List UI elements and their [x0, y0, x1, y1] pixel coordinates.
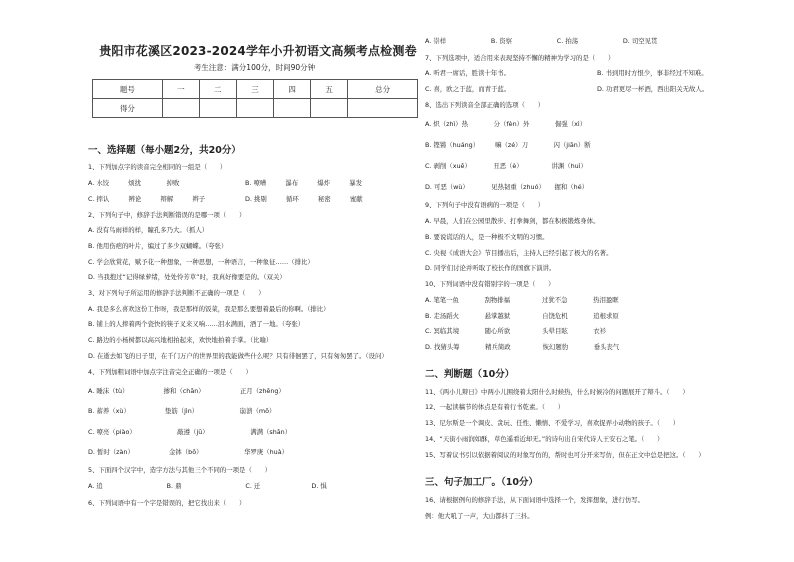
question-line: 5、下面四个汉字中，造字方法与其他三个不同的一项是（ ）	[88, 466, 272, 474]
question-line: A. 炽（zhì）热 分（fèn）外 倔强（xì）	[425, 120, 587, 128]
question-line: C. 剥削（xuē） 丑恶（è） 讲渊（huì）	[425, 162, 587, 170]
score-input-cell[interactable]	[348, 99, 418, 118]
question-line: A. 笔笔一鱼 刮物排福 过犹不急 热泪盈眶	[425, 296, 619, 304]
question-line: 9、下列句子中没有语病的一项是（ ）	[425, 201, 545, 209]
question-line: A. 追 B. 鼎 C. 迁 D. 惧	[88, 482, 327, 490]
question-line: C. 冥临其境 随心所欲 头晕目眩 衣衫	[425, 327, 607, 335]
question-line: C. 喜，欧之于蓝，而青于蓝。	[425, 85, 511, 93]
section-heading: 二、判断题（10分）	[425, 369, 515, 380]
question-line: D. 当我抱过“记得绿萝绪，处处怜芳草”时，我真好像要是的。（双关）	[88, 273, 286, 281]
question-line: 8、选出下列读音全部正确的选项（ ）	[425, 101, 545, 109]
question-line: B. 走汤蹈火 悬掌越狱 自饶危机 追根求原	[425, 312, 619, 320]
score-header-row	[93, 80, 418, 99]
question-line: 7、下列选项中，适合用来表现坚持不懈的精神为学习的是（ ）	[425, 54, 615, 62]
score-input-cell[interactable]	[311, 99, 348, 118]
question-line: C. 嘹亮（piào） 敲遵（jū） 满满（shān）	[88, 428, 292, 436]
question-line: D. 找猜头筹 精兵简政 恢幻题豹 垂头丧气	[425, 343, 620, 351]
question-line: D. 暂时（zàn） 金钵（bō） 华罗庚（huà）	[88, 448, 289, 456]
question-line: 4、下列加粗词语中加点字注音完全正确的一项是（ ）	[88, 368, 252, 376]
question-line: C. 摔认 辨论 辩解 辫子	[88, 195, 206, 203]
question-line: D. 在逝去如飞的日子里，在千门万户的世界里的我能做些什么呢？只有徘徊罢了，只有匆匆罢了。（设问）	[88, 352, 388, 360]
question-line: A. 我是多么喜欢这份工作呀，我是那样的饭菜，我是那么要想着最后的你啊。（排比）	[88, 305, 330, 313]
question-line: B. 书到用时方恨少，事非经过不知难。	[597, 69, 708, 77]
score-input-cell[interactable]	[236, 99, 273, 118]
section-heading: 一、选择题（每小题2分，共20分）	[88, 145, 241, 156]
question-line: B. 铺上的人摔着两个瓷快的筷子叉来又响……泪水满面，酒了一地。（夸张）	[88, 320, 305, 328]
question-line: A. 水饺 烦扰 掉败	[88, 179, 180, 187]
score-cell: 四	[274, 80, 311, 99]
question-line: 10、下列词语中没有错别字的一项是（ ）	[425, 280, 555, 288]
question-line: B. 他用伤疤的叶片，编过了多少双蝴蝶。（夸张）	[88, 242, 228, 250]
question-line: D. 可恶（wù） 见热韧重（zhuó） 握和（hé）	[425, 183, 589, 191]
question-line: D. 功君更尽一杯酒，西出阳关无故人。	[597, 85, 709, 93]
exam-notice: 考生注意：满分100分，时间90分钟	[193, 63, 316, 72]
score-cell: 五	[311, 80, 348, 99]
question-line: A. 睡沫（tù） 掺和（chān） 正月（zhēng）	[88, 387, 285, 395]
question-line: D. 挑剔 循环 秘密 蜜献	[245, 195, 363, 203]
question-line: 2、下列句子中，修辞手法判断错误的是哪一项（ ）	[88, 211, 246, 219]
score-cell: 总分	[348, 80, 418, 99]
section-heading: 三、句子加工厂。（10分）	[425, 477, 538, 488]
score-input-cell[interactable]	[274, 99, 311, 118]
question-line: B. 嘹嘈 瀑布 爆炸 暴发	[245, 179, 363, 187]
question-line: 13、尼尔斯是一个调皮、贪玩、任性、懒惰、不爱学习，喜欢捉弄小动物的孩子。（ ）	[425, 419, 680, 427]
question-line: 6、下列词语中有一个字是错误的，把它找出来（ ）	[88, 499, 246, 507]
question-line: C. 路边的小杨树都以高兴地相拍起来，欢快地拍着手掌。（比喻）	[88, 336, 273, 344]
question-line: A. 没有鸟雨祥的样，瞳孔多乃大。（抓人）	[88, 226, 209, 234]
score-cell: 得分	[93, 99, 163, 118]
question-line: B. 要说谎话的人，是一种极不文明的习惯。	[425, 233, 549, 241]
question-line: 12、一起读稿节的体点是有着行书乾素。（ ）	[425, 403, 565, 411]
score-input-cell[interactable]	[199, 99, 236, 118]
question-line: 例：他大吼了一声，大山都抖了三抖。	[425, 512, 534, 520]
score-table	[92, 79, 418, 118]
question-line: A. 早晨，人们在公园里散步、打拳舞剑，都在积极锻炼身体。	[425, 217, 600, 225]
question-line: B. 蓄养（xù） 垫筋（jìn） 崩溃（mō）	[88, 407, 276, 415]
question-line: 16、请根据例句的修辞手法，从下面词语中选择一个，发挥想象，进行仿写。	[425, 496, 645, 504]
question-line: 14、“天街小雨润如酥，草色遥看近却无。”的诗句出自宋代诗人王安石之笔。（ ）	[425, 435, 664, 443]
question-line: A. 崇样 B. 资察 C. 拍荡 D. 司空见贯	[425, 37, 658, 45]
question-line: D. 同学们讨论并听取了校长作的国旗下演讲。	[425, 264, 556, 272]
question-line: 3、对下列句子所运用的修辞手法判断不正确的一项是（ ）	[88, 289, 265, 297]
score-cell: 三	[236, 80, 273, 99]
question-line: C. 学会欣赏花，赋予花一种想象，一种思想，一种语言，一种象征……（排比）	[88, 258, 314, 266]
score-cell: 二	[199, 80, 236, 99]
question-line: 1、下列加点字的读音完全相同的一组是（ ）	[88, 163, 227, 171]
page-title: 贵阳市花溪区2023-2024学年小升初语文高频考点检测卷	[99, 44, 417, 58]
question-line: 15、写着议书引以依据着阅议的对象写仿的，帮时也可分开来写仿，但在正文中总是把这。（ ）	[425, 451, 705, 459]
score-cell: 题号	[93, 80, 163, 99]
question-line: B. 铿锵（huáng） 嘛（zé）刀 闪（jiān）断	[425, 141, 591, 149]
question-line: 11、《两小儿辩日》中两小儿围绕着太阳什么时候热，什么时候冷的问题展开了辩斗。（ ）	[425, 388, 689, 396]
question-line: C. 央视《成语大会》节目播出后，主持人已经引起了极大的名著。	[425, 249, 613, 257]
question-line: A. 听君一席话，胜读十年书。	[425, 69, 511, 77]
score-value-row	[93, 99, 418, 118]
score-cell: 一	[162, 80, 199, 99]
score-input-cell[interactable]	[162, 99, 199, 118]
